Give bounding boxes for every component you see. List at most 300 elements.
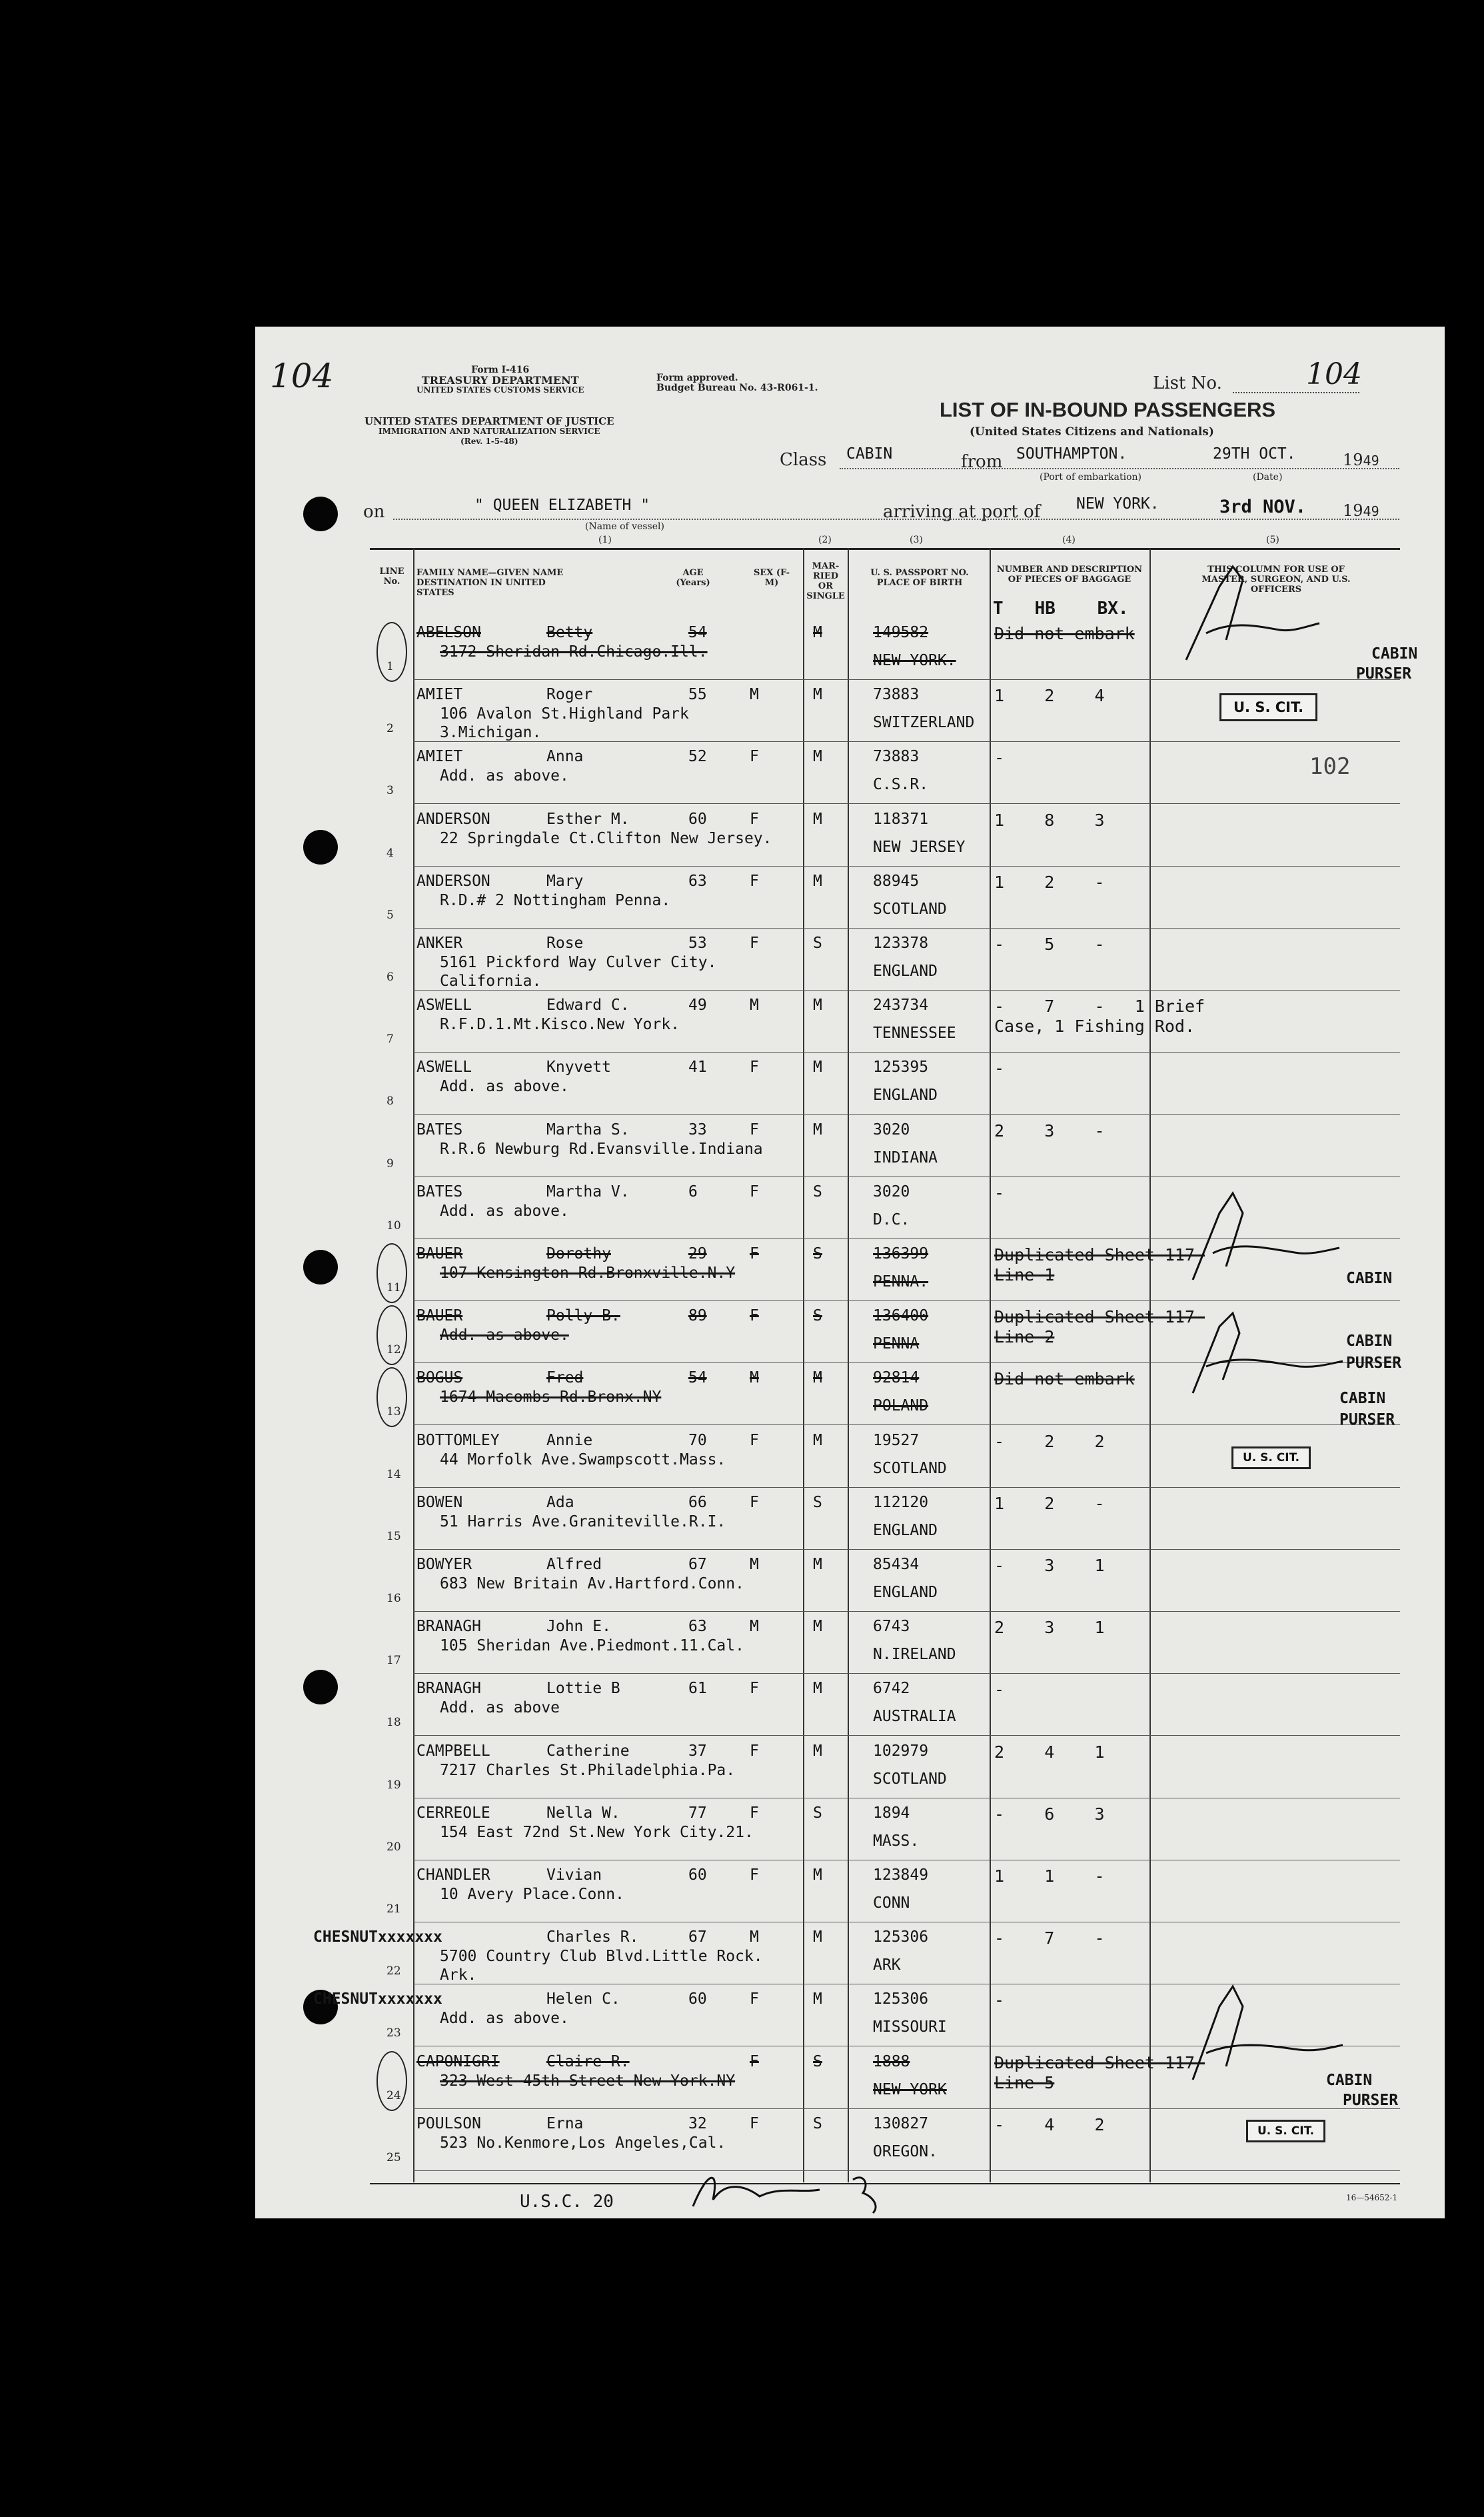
passport-number: 123849 bbox=[873, 1866, 929, 1884]
family-name: ASWELL bbox=[416, 997, 472, 1014]
given-name: Esther M. bbox=[546, 811, 630, 828]
given-name: Knyvett bbox=[546, 1059, 611, 1076]
passport-number: 102979 bbox=[873, 1742, 929, 1760]
passport-number: 3020 bbox=[873, 1121, 910, 1139]
family-name: BRANAGH bbox=[416, 1680, 481, 1697]
place-of-birth: OREGON. bbox=[873, 2143, 938, 2160]
baggage-description: - 4 2 bbox=[994, 2115, 1105, 2134]
passport-number: 130827 bbox=[873, 2115, 929, 2132]
passport-number: 125306 bbox=[873, 1928, 929, 1946]
marital-status: M bbox=[813, 1369, 822, 1386]
age-value: 61 bbox=[688, 1680, 707, 1697]
destination-address: 323 West 45th Street New York.NY bbox=[440, 2072, 736, 2090]
line-number: 5 bbox=[386, 909, 394, 922]
sex-value: F bbox=[750, 2115, 759, 2132]
row-divider bbox=[413, 803, 1400, 804]
form-info: Form I-416 TREASURY DEPARTMENT UNITED STATES CUSTOMS SERVICE bbox=[416, 365, 584, 395]
sex-value: F bbox=[750, 2053, 759, 2070]
age-value: 49 bbox=[688, 997, 707, 1014]
line-number: 3 bbox=[386, 784, 394, 797]
family-name: BOTTOMLEY bbox=[416, 1432, 500, 1449]
given-name: Alfred bbox=[546, 1556, 602, 1573]
cabin-note: CABIN bbox=[1346, 1270, 1393, 1287]
baggage-description: 1 8 3 bbox=[994, 811, 1105, 830]
age-value: 54 bbox=[688, 624, 707, 641]
baggage-description: Duplicated Sheet 117 Line 5 bbox=[994, 2053, 1205, 2092]
class-value: CABIN bbox=[846, 445, 893, 463]
given-name: Catherine bbox=[546, 1742, 630, 1760]
marital-status: M bbox=[813, 1680, 822, 1697]
on-label: on bbox=[363, 502, 385, 522]
baggage-description: 1 2 4 bbox=[994, 686, 1105, 705]
place-of-birth: PENNA bbox=[873, 1335, 920, 1352]
marital-status: M bbox=[813, 1121, 822, 1139]
us-cit-stamp: U. S. CIT. bbox=[1219, 693, 1317, 721]
place-of-birth: ARK bbox=[873, 1956, 901, 1974]
marital-status: S bbox=[813, 1494, 822, 1511]
line-number: 17 bbox=[386, 1654, 401, 1667]
line-number: 4 bbox=[386, 847, 394, 860]
passport-number: 6743 bbox=[873, 1618, 910, 1635]
vessel-name: " QUEEN ELIZABETH " bbox=[474, 497, 650, 514]
passport-number: 1894 bbox=[873, 1804, 910, 1822]
table-row bbox=[413, 1488, 1400, 1547]
year-2: 1949 bbox=[1343, 501, 1379, 520]
destination-address: 105 Sheridan Ave.Piedmont.11.Cal. bbox=[440, 1637, 744, 1654]
given-name: Edward C. bbox=[546, 997, 630, 1014]
passport-number: 73883 bbox=[873, 748, 920, 765]
family-name: CAPONIGRI bbox=[416, 2053, 500, 2070]
line-number: 14 bbox=[386, 1468, 401, 1481]
marital-status: M bbox=[813, 873, 822, 890]
punch-hole bbox=[303, 1250, 338, 1284]
given-name: Charles R. bbox=[546, 1928, 639, 1946]
sex-value: F bbox=[750, 1742, 759, 1760]
baggage-description: Did not embark bbox=[994, 1369, 1135, 1388]
line-number: 22 bbox=[386, 1964, 401, 1978]
family-name: BOGUS bbox=[416, 1369, 463, 1386]
arrival-date: 3rd NOV. bbox=[1219, 497, 1307, 517]
sex-value: M bbox=[750, 997, 759, 1014]
table-row bbox=[413, 1612, 1400, 1671]
given-name: Polly B. bbox=[546, 1307, 620, 1324]
family-name: ANKER bbox=[416, 935, 463, 952]
marital-status: M bbox=[813, 811, 822, 828]
given-name: Roger bbox=[546, 686, 593, 703]
officer-signature bbox=[1186, 1187, 1346, 1293]
passport-number: 1888 bbox=[873, 2053, 910, 2070]
age-value: 33 bbox=[688, 1121, 707, 1139]
given-name: Martha S. bbox=[546, 1121, 630, 1139]
given-name: Mary bbox=[546, 873, 584, 890]
passport-number: 3020 bbox=[873, 1183, 910, 1201]
table-row bbox=[413, 929, 1400, 988]
place-of-birth: SCOTLAND bbox=[873, 901, 947, 918]
passport-number: 125306 bbox=[873, 1990, 929, 2008]
sex-value: F bbox=[750, 935, 759, 952]
line-number: 21 bbox=[386, 1902, 401, 1916]
place-of-birth: N.IRELAND bbox=[873, 1646, 956, 1663]
table-row bbox=[413, 1737, 1400, 1796]
place-of-birth: SCOTLAND bbox=[873, 1460, 947, 1477]
family-name: ANDERSON bbox=[416, 873, 490, 890]
sex-value: M bbox=[750, 1928, 759, 1946]
given-name: Dorothy bbox=[546, 1245, 611, 1262]
sex-value: M bbox=[750, 1369, 759, 1386]
punch-hole bbox=[303, 830, 338, 865]
line-number: 9 bbox=[386, 1157, 394, 1171]
baggage-description: - bbox=[994, 748, 1005, 767]
baggage-description: Did not embark bbox=[994, 624, 1135, 643]
port-of-embarkation: SOUTHAMPTON. bbox=[1016, 445, 1127, 463]
family-name: BAUER bbox=[416, 1307, 463, 1324]
sex-value: F bbox=[750, 1494, 759, 1511]
given-name: Claire R. bbox=[546, 2053, 630, 2070]
punch-hole bbox=[303, 1670, 338, 1704]
col-number-3: (3) bbox=[910, 535, 923, 545]
place-of-birth: POLAND bbox=[873, 1397, 929, 1414]
baggage-description: - 6 3 bbox=[994, 1804, 1105, 1824]
date-caption: (Date) bbox=[1253, 472, 1283, 483]
place-of-birth: NEW JERSEY bbox=[873, 839, 966, 856]
purser-note: PURSER bbox=[1343, 2092, 1399, 2109]
family-name: POULSON bbox=[416, 2115, 481, 2132]
line-number: 1 bbox=[386, 660, 394, 673]
sex-value: F bbox=[750, 1804, 759, 1822]
arrival-port: NEW YORK. bbox=[1076, 495, 1159, 513]
baggage-description: - bbox=[994, 1680, 1005, 1699]
age-value: 54 bbox=[688, 1369, 707, 1386]
destination-address: 1674 Macombs Rd.Bronx.NY bbox=[440, 1388, 662, 1406]
officer-signature bbox=[1186, 1973, 1346, 2093]
col-head-sex: SEX (F-M) bbox=[753, 568, 790, 588]
marital-status: S bbox=[813, 2053, 822, 2070]
baggage-description: 1 2 - bbox=[994, 873, 1105, 892]
destination-address: R.D.# 2 Nottingham Penna. bbox=[440, 892, 671, 909]
col-head-line-no: LINE No. bbox=[379, 567, 404, 587]
col-number-2: (2) bbox=[818, 535, 832, 545]
given-name: Nella W. bbox=[546, 1804, 620, 1822]
destination-address: 44 Morfolk Ave.Swampscott.Mass. bbox=[440, 1451, 726, 1468]
passport-number: 118371 bbox=[873, 811, 929, 828]
punch-hole bbox=[303, 497, 338, 531]
given-name: John E. bbox=[546, 1618, 611, 1635]
marital-status: M bbox=[813, 997, 822, 1014]
age-value: 29 bbox=[688, 1245, 707, 1262]
place-of-birth: C.S.R. bbox=[873, 776, 929, 793]
line-number: 8 bbox=[386, 1095, 394, 1108]
destination-address: 107 Kensington Rd.Bronxville.N.Y bbox=[440, 1264, 736, 1282]
place-of-birth: MASS. bbox=[873, 1832, 920, 1850]
baggage-description: Duplicated Sheet 117 Line 2 bbox=[994, 1307, 1205, 1346]
age-value: 53 bbox=[688, 935, 707, 952]
passport-number: 125395 bbox=[873, 1059, 929, 1076]
department-info: UNITED STATES DEPARTMENT OF JUSTICE IMMIGRATION AND NATURALIZATION SERVICE (Rev. 1-5-48) bbox=[365, 415, 614, 446]
baggage-description: 1 2 - bbox=[994, 1494, 1105, 1513]
cabin-note: CABIN bbox=[1339, 1390, 1386, 1407]
baggage-header: T HB BX. bbox=[993, 599, 1129, 619]
place-of-birth: ENGLAND bbox=[873, 963, 938, 980]
age-value: 32 bbox=[688, 2115, 707, 2132]
year-1: 1949 bbox=[1343, 451, 1379, 469]
sex-value: F bbox=[750, 1245, 759, 1262]
usc-footer: U.S.C. 20 bbox=[520, 2192, 614, 2212]
place-of-birth: SWITZERLAND bbox=[873, 714, 975, 731]
form-approved: Form approved. Budget Bureau No. 43-R061-1. bbox=[656, 373, 818, 393]
place-of-birth: NEW YORK. bbox=[873, 652, 956, 669]
destination-address: Add. as above. bbox=[440, 767, 569, 785]
sex-value: M bbox=[750, 1556, 759, 1573]
list-no-label: List No. bbox=[1153, 373, 1222, 393]
table-row bbox=[413, 1550, 1400, 1609]
line-number-circle bbox=[376, 1243, 407, 1303]
marital-status: M bbox=[813, 1432, 822, 1449]
destination-address: Add. as above. bbox=[440, 2010, 569, 2027]
line-number: 7 bbox=[386, 1033, 394, 1046]
passport-number: 136400 bbox=[873, 1307, 929, 1324]
given-name: Betty bbox=[546, 624, 593, 641]
family-name: AMIET bbox=[416, 748, 463, 765]
sex-value: F bbox=[750, 1183, 759, 1201]
marital-status: M bbox=[813, 1742, 822, 1760]
line-number: 6 bbox=[386, 971, 394, 984]
age-value: 63 bbox=[688, 1618, 707, 1635]
passport-number: 73883 bbox=[873, 686, 920, 703]
baggage-description: 2 4 1 bbox=[994, 1742, 1105, 1762]
destination-address: 7217 Charles St.Philadelphia.Pa. bbox=[440, 1762, 736, 1779]
baggage-description: - 2 2 bbox=[994, 1432, 1105, 1451]
given-name: Anna bbox=[546, 748, 584, 765]
passport-number: 112120 bbox=[873, 1494, 929, 1511]
from-label: from bbox=[961, 452, 1003, 472]
marital-status: M bbox=[813, 1059, 822, 1076]
officer-signature bbox=[1186, 1306, 1346, 1406]
family-name: BATES bbox=[416, 1121, 463, 1139]
family-name: CERREOLE bbox=[416, 1804, 490, 1822]
baggage-description: - 3 1 bbox=[994, 1556, 1105, 1575]
given-name: Rose bbox=[546, 935, 584, 952]
arriving-label: arriving at port of bbox=[883, 502, 1041, 522]
sex-value: F bbox=[750, 811, 759, 828]
marital-status: S bbox=[813, 1183, 822, 1201]
passport-number: 92814 bbox=[873, 1369, 920, 1386]
given-name: Helen C. bbox=[546, 1990, 620, 2008]
table-row bbox=[413, 991, 1400, 1050]
line-number: 18 bbox=[386, 1716, 401, 1729]
place-of-birth: ENGLAND bbox=[873, 1087, 938, 1104]
family-name: BAUER bbox=[416, 1245, 463, 1262]
marital-status: M bbox=[813, 748, 822, 765]
col-head-age: AGE (Years) bbox=[676, 568, 710, 588]
sex-value: F bbox=[750, 1059, 759, 1076]
destination-address: 10 Avery Place.Conn. bbox=[440, 1886, 624, 1903]
given-name: Martha V. bbox=[546, 1183, 630, 1201]
baggage-description: 1 1 - bbox=[994, 1866, 1105, 1886]
col-head-officers: THIS COLUMN FOR USE OF MASTER, SURGEON, AND U.S. OFFICERS bbox=[1201, 565, 1351, 595]
passport-number: 85434 bbox=[873, 1556, 920, 1573]
col-head-name: FAMILY NAME—GIVEN NAME DESTINATION IN UNITED STATES bbox=[416, 568, 564, 598]
page-subtitle: (United States Citizens and Nationals) bbox=[970, 425, 1214, 439]
table-row bbox=[413, 743, 1400, 801]
cabin-note: CABIN bbox=[1326, 2072, 1373, 2089]
row-divider bbox=[413, 2170, 1400, 2171]
given-name: Fred bbox=[546, 1369, 584, 1386]
embark-date: 29TH OCT. bbox=[1213, 445, 1296, 463]
destination-address: Add. as above bbox=[440, 1699, 560, 1716]
line-number: 20 bbox=[386, 1840, 401, 1854]
marital-status: M bbox=[813, 1866, 822, 1884]
cabin-note: CABIN bbox=[1346, 1332, 1393, 1350]
sex-value: F bbox=[750, 1432, 759, 1449]
given-name: Vivian bbox=[546, 1866, 602, 1884]
marital-status: M bbox=[813, 1990, 822, 2008]
baggage-description: - 7 - 1 Brief Case, 1 Fishing Rod. bbox=[994, 997, 1215, 1036]
col-head-passport: U. S. PASSPORT NO. PLACE OF BIRTH bbox=[870, 568, 969, 588]
age-value: 60 bbox=[688, 1990, 707, 2008]
place-of-birth: NEW YORK bbox=[873, 2081, 947, 2098]
sex-value: F bbox=[750, 1990, 759, 2008]
col-head-married: MAR- RIED OR SINGLE bbox=[806, 561, 845, 601]
purser-note: PURSER bbox=[1346, 1354, 1402, 1372]
marital-status: S bbox=[813, 1307, 822, 1324]
row-divider bbox=[413, 1424, 1400, 1425]
destination-address: 5161 Pickford Way Culver City. California. bbox=[440, 954, 717, 990]
line-number: 10 bbox=[386, 1219, 401, 1233]
age-value: 52 bbox=[688, 748, 707, 765]
given-name: Annie bbox=[546, 1432, 593, 1449]
us-cit-stamp: U. S. CIT. bbox=[1231, 1446, 1311, 1469]
list-no-line bbox=[1233, 392, 1359, 393]
place-of-birth: MISSOURI bbox=[873, 2018, 947, 2036]
age-value: 63 bbox=[688, 873, 707, 890]
baggage-description: Duplicated Sheet 117 Line 1 bbox=[994, 1245, 1205, 1284]
marital-status: M bbox=[813, 1928, 822, 1946]
line-number-circle bbox=[376, 2051, 407, 2111]
place-of-birth: ENGLAND bbox=[873, 1522, 938, 1539]
line-number: 12 bbox=[386, 1343, 401, 1356]
family-name: CHESNUTxxxxxxx bbox=[313, 1928, 442, 1946]
form-code: 16—54652-1 bbox=[1346, 2193, 1398, 2202]
line-number: 16 bbox=[386, 1592, 401, 1605]
passport-number: 136399 bbox=[873, 1245, 929, 1262]
age-value: 77 bbox=[688, 1804, 707, 1822]
page-title: LIST OF IN-BOUND PASSENGERS bbox=[940, 398, 1276, 421]
marital-status: S bbox=[813, 935, 822, 952]
passport-number: 88945 bbox=[873, 873, 920, 890]
line-number: 24 bbox=[386, 2089, 401, 2102]
line-number: 15 bbox=[386, 1530, 401, 1543]
table-row bbox=[413, 1799, 1400, 1858]
place-of-birth: TENNESSEE bbox=[873, 1025, 956, 1042]
table-row bbox=[413, 867, 1400, 926]
us-cit-stamp: U. S. CIT. bbox=[1246, 2120, 1325, 2142]
family-name: ASWELL bbox=[416, 1059, 472, 1076]
destination-address: 523 No.Kenmore,Los Angeles,Cal. bbox=[440, 2134, 726, 2152]
destination-address: Add. as above. bbox=[440, 1078, 569, 1095]
line-number: 2 bbox=[386, 722, 394, 735]
line-number: 19 bbox=[386, 1778, 401, 1792]
sex-value: M bbox=[750, 686, 759, 703]
destination-address: 5700 Country Club Blvd.Little Rock. Ark. bbox=[440, 1948, 763, 1984]
destination-address: R.F.D.1.Mt.Kisco.New York. bbox=[440, 1016, 680, 1033]
passport-number: 243734 bbox=[873, 997, 929, 1014]
list-no-value: 104 bbox=[1306, 357, 1362, 391]
age-value: 41 bbox=[688, 1059, 707, 1076]
sex-value: F bbox=[750, 1866, 759, 1884]
age-value: 66 bbox=[688, 1494, 707, 1511]
header-line-2 bbox=[393, 519, 1399, 520]
family-name: CAMPBELL bbox=[416, 1742, 490, 1760]
passport-number: 6742 bbox=[873, 1680, 910, 1697]
baggage-description: - bbox=[994, 1990, 1005, 2010]
purser-note: PURSER bbox=[1339, 1411, 1395, 1428]
family-name: CHESNUTxxxxxxx bbox=[313, 1990, 442, 2008]
table-row bbox=[413, 1861, 1400, 1920]
age-value: 60 bbox=[688, 1866, 707, 1884]
table-row bbox=[413, 1674, 1400, 1733]
baggage-description: - 5 - bbox=[994, 935, 1105, 954]
place-of-birth: SCOTLAND bbox=[873, 1770, 947, 1788]
line-number: 13 bbox=[386, 1405, 401, 1418]
place-of-birth: CONN bbox=[873, 1894, 910, 1912]
age-value: 70 bbox=[688, 1432, 707, 1449]
family-name: BRANAGH bbox=[416, 1618, 481, 1635]
col-number-1: (1) bbox=[598, 535, 612, 545]
age-value: 55 bbox=[688, 686, 707, 703]
destination-address: R.R.6 Newburg Rd.Evansville.Indiana bbox=[440, 1141, 763, 1158]
destination-address: 683 New Britain Av.Hartford.Conn. bbox=[440, 1575, 744, 1592]
destination-address: Add. as above. bbox=[440, 1203, 569, 1220]
table-row bbox=[413, 1116, 1400, 1175]
sex-value: F bbox=[750, 873, 759, 890]
destination-address: Add. as above. bbox=[440, 1326, 569, 1344]
marital-status: M bbox=[813, 686, 822, 703]
table-row bbox=[413, 1053, 1400, 1112]
baggage-description: - bbox=[994, 1059, 1005, 1078]
sex-value: M bbox=[750, 1618, 759, 1635]
age-value: 60 bbox=[688, 811, 707, 828]
sex-value: F bbox=[750, 748, 759, 765]
baggage-description: - bbox=[994, 1183, 1005, 1203]
destination-address: 3172 Sheridan Rd.Chicago.Ill. bbox=[440, 643, 708, 661]
place-of-birth: INDIANA bbox=[873, 1149, 938, 1167]
place-of-birth: D.C. bbox=[873, 1211, 910, 1229]
number-102: 102 bbox=[1309, 753, 1351, 780]
age-value: 6 bbox=[688, 1183, 698, 1201]
cabin-note: CABIN bbox=[1371, 645, 1418, 663]
sex-value: F bbox=[750, 1307, 759, 1324]
passport-number: 149582 bbox=[873, 624, 929, 641]
table-row bbox=[413, 805, 1400, 864]
class-label: Class bbox=[780, 450, 827, 470]
given-name: Erna bbox=[546, 2115, 584, 2132]
marital-status: M bbox=[813, 1618, 822, 1635]
age-value: 89 bbox=[688, 1307, 707, 1324]
col-number-4: (4) bbox=[1062, 535, 1076, 545]
age-value: 67 bbox=[688, 1928, 707, 1946]
place-of-birth: ENGLAND bbox=[873, 1584, 938, 1601]
vessel-caption: (Name of vessel) bbox=[585, 521, 664, 532]
marital-status: S bbox=[813, 1804, 822, 1822]
sex-value: F bbox=[750, 1680, 759, 1697]
row-divider bbox=[413, 1114, 1400, 1115]
handwritten-initials bbox=[686, 2160, 906, 2220]
age-value: 37 bbox=[688, 1742, 707, 1760]
family-name: BOWYER bbox=[416, 1556, 472, 1573]
line-number: 11 bbox=[386, 1281, 401, 1294]
line-number: 25 bbox=[386, 2151, 401, 2164]
destination-address: 106 Avalon St.Highland Park 3.Michigan. bbox=[440, 705, 689, 741]
